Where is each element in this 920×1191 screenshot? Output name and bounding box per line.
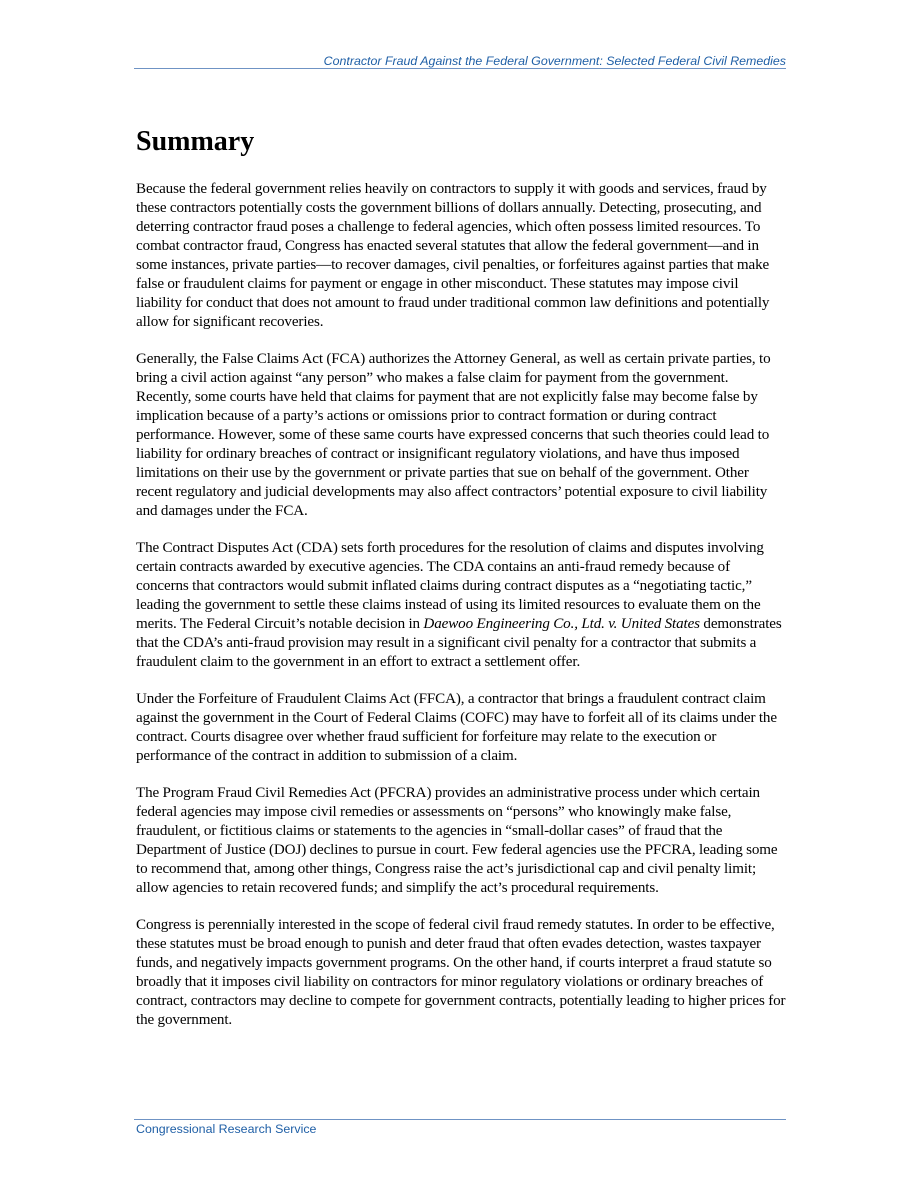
paragraph-introduction: Because the federal government relies heavily on contractors to supply it with goods and services, fraud by these contractors potentially costs the government billions of dollars annually. Detecting, prosecuting, and deterring contractor fraud poses a challenge to federal agencies, which often possess limited resources. To combat contractor fraud, Congress has enacted several statutes that allow the federal government—and in some instances, private parties—to recover damages, civil penalties, or forfeitures against parties that make false or fraudulent claims for payment or engage in other misconduct. These statutes may impose civil liability for conduct that does not amount to fraud under traditional common law definitions and potentially allow for significant recoveries.	[136, 181, 770, 330]
paragraph-forfeiture-act: Under the Forfeiture of Fraudulent Claims Act (FFCA), a contractor that brings a fraudulent contract claim against the government in the Court of Federal Claims (COFC) may have to forfeit all of its claims under the contract. Courts disagree over whether fraud sufficient for forfeiture may relate to the execution or performance of the contract in addition to submission of a claim.	[136, 691, 777, 764]
running-footer: Congressional Research Service	[136, 1122, 317, 1136]
page-title: Summary	[136, 126, 255, 157]
paragraph-false-claims-act: Generally, the False Claims Act (FCA) authorizes the Attorney General, as well as certain private parties, to bring a civil action against “any person” who makes a false claim for payment from the government. Recently, some courts have held that claims for payment that are not explicitly false may become false by implication because of a party’s actions or omissions prior to contract formation or during contract performance. However, some of these same courts have expressed concerns that such theories could lead to liability for ordinary breaches of contract or insignificant regulatory violations, and have thus imposed limitations on their use by the government or private parties that sue on behalf of the government. Other recent regulatory and judicial developments may also affect contractors’ potential exposure to civil liability and damages under the FCA.	[136, 351, 771, 519]
paragraph-contract-disputes-act	[136, 539, 786, 672]
case-name-citation: Daewoo Engineering Co., Ltd. v. United States	[423, 616, 700, 632]
running-header: Contractor Fraud Against the Federal Government: Selected Federal Civil Remedies	[323, 54, 786, 68]
paragraph-program-fraud-act: The Program Fraud Civil Remedies Act (PFCRA) provides an administrative process under which certain federal agencies may impose civil remedies or assessments on “persons” who knowingly make false, fraudulent, or fictitious claims or statements to the agencies in “small-dollar cases” of fraud that the Department of Justice (DOJ) declines to pursue in court. Few federal agencies use the PFCRA, leading some to recommend that, among other things, Congress raise the act’s jurisdictional cap and civil penalty limit; allow agencies to retain recovered funds; and simplify the act’s procedural requirements.	[136, 785, 778, 896]
document-body	[136, 124, 786, 1048]
header-divider	[134, 68, 786, 69]
footer-divider	[134, 1119, 786, 1120]
cda-text-after: demonstrates that the CDA’s anti-fraud provision may result in a significant civil penalty for a contractor that submits a fraudulent claim to the government in an effort to extract a settlement offer.	[136, 616, 782, 670]
paragraph-congressional-interest: Congress is perennially interested in the scope of federal civil fraud remedy statutes. In order to be effective, these statutes must be broad enough to punish and deter fraud that often evades detection, wastes taxpayer funds, and negatively impacts government programs. On the other hand, if courts interpret a fraud statute so broadly that it imposes civil liability on contractors for minor regulatory violations or ordinary breaches of contract, contractors may decline to compete for government contracts, potentially leading to higher prices for the government.	[136, 917, 786, 1028]
cda-text-before: The Contract Disputes Act (CDA) sets forth procedures for the resolution of claims and disputes involving certain contracts awarded by executive agencies. The CDA contains an anti-fraud remedy because of concerns that contractors would submit inflated claims during contract disputes as a “negotiating tactic,” leading the government to settle these claims instead of using its limited resources to evaluate them on the merits. The Federal Circuit’s notable decision in	[136, 540, 764, 632]
